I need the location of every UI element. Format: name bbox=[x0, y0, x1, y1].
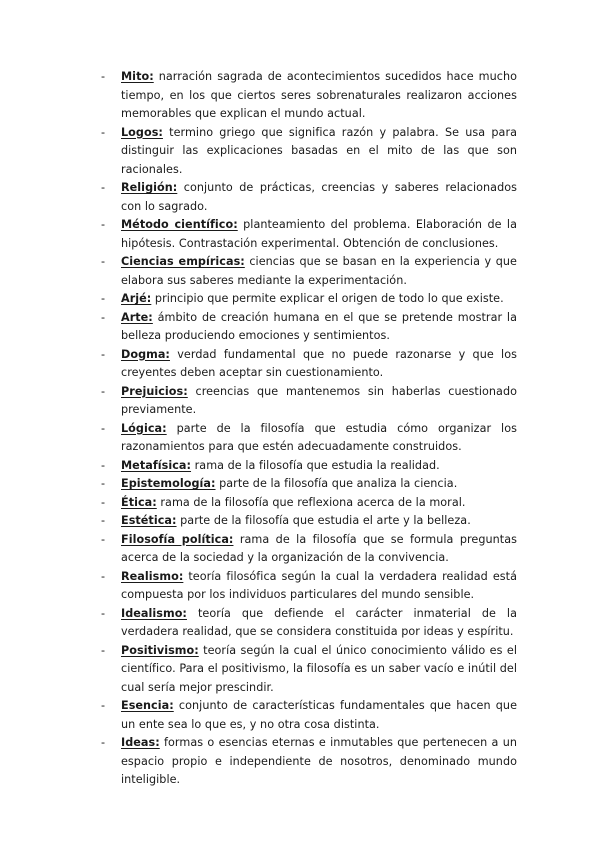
term: Positivismo: bbox=[121, 643, 199, 657]
definition: verdad fundamental que no puede razonarse y que los creyentes deben aceptar sin cuestionamiento. bbox=[121, 347, 517, 379]
term: Realismo: bbox=[121, 569, 184, 583]
definition: parte de la filosofía que estudia cómo organizar los razonamientos para que estén adecuadamente construidos. bbox=[121, 421, 517, 453]
bullet-dash: - bbox=[101, 569, 106, 583]
glossary-entry-arje bbox=[101, 290, 517, 309]
definition: narración sagrada de acontecimientos sucedidos hace mucho tiempo, en los que ciertos seres sobrenaturales realizaron acciones memorables que explican el mundo actual. bbox=[121, 70, 517, 120]
glossary-entry-logica bbox=[101, 420, 517, 457]
bullet-dash: - bbox=[101, 643, 106, 657]
glossary-list bbox=[101, 68, 517, 790]
bullet-dash: - bbox=[101, 70, 106, 83]
term: Prejuicios: bbox=[121, 384, 188, 398]
glossary-entry-prejuicios bbox=[101, 383, 517, 420]
term: Filosofía política: bbox=[121, 532, 234, 546]
bullet-dash: - bbox=[101, 699, 106, 712]
bullet-dash: - bbox=[101, 532, 106, 546]
definition: parte de la filosofía que estudia el arte y la belleza. bbox=[176, 514, 471, 527]
term: Mito: bbox=[121, 70, 154, 83]
definition: teoría que defiende el carácter inmaterial de la verdadera realidad, que se considera constituida por ideas y espíritu. bbox=[121, 606, 517, 638]
definition: formas o esencias eternas e inmutables que pertenecen a un espacio propio e independiente de nosotros, denominado mundo inteligible. bbox=[121, 736, 517, 786]
bullet-dash: - bbox=[101, 181, 106, 194]
bullet-dash: - bbox=[101, 218, 106, 231]
glossary-entry-realismo bbox=[101, 568, 517, 605]
glossary-entry-metodo-cientifico bbox=[101, 216, 517, 253]
glossary-entry-religion bbox=[101, 179, 517, 216]
term: Dogma: bbox=[121, 347, 170, 361]
term: Metafísica: bbox=[121, 458, 192, 472]
glossary-entry-metafisica bbox=[101, 457, 517, 476]
glossary-entry-logos bbox=[101, 124, 517, 180]
glossary-entry-estetica bbox=[101, 512, 517, 531]
bullet-dash: - bbox=[101, 477, 106, 490]
term: Logos: bbox=[121, 125, 163, 139]
term: Ética: bbox=[121, 495, 157, 509]
term: Ideas: bbox=[121, 736, 160, 749]
glossary-entry-epistemologia bbox=[101, 475, 517, 494]
glossary-entry-etica bbox=[101, 494, 517, 513]
bullet-dash: - bbox=[101, 125, 106, 139]
definition: ciencias que se basan en la experiencia y que elabora sus saberes mediante la experimentación. bbox=[121, 255, 517, 287]
term: Arte: bbox=[121, 310, 153, 324]
glossary-entry-ciencias-empiricas bbox=[101, 253, 517, 290]
definition: creencias que mantenemos sin haberlas cuestionado previamente. bbox=[121, 384, 517, 416]
term: Ciencias empíricas: bbox=[121, 255, 245, 268]
term: Epistemología: bbox=[121, 477, 216, 490]
glossary-entry-mito bbox=[101, 68, 517, 124]
bullet-dash: - bbox=[101, 384, 106, 398]
bullet-dash: - bbox=[101, 421, 106, 435]
definition: ámbito de creación humana en el que se pretende mostrar la belleza produciendo emociones y sentimientos. bbox=[121, 310, 517, 342]
definition: planteamiento del problema. Elaboración de la hipótesis. Contrastación experimental. Obtención de conclusiones. bbox=[121, 218, 517, 250]
definition: conjunto de características fundamentales que hacen que un ente sea lo que es, y no otra cosa distinta. bbox=[121, 699, 517, 731]
bullet-dash: - bbox=[101, 310, 106, 324]
term: Lógica: bbox=[121, 421, 167, 435]
definition: teoría filosófica según la cual la verdadera realidad está compuesta por los individuos particulares del mundo sensible. bbox=[121, 569, 517, 601]
definition: termino griego que significa razón y palabra. Se usa para distinguir las explicaciones basadas en el mito de las que son racionales. bbox=[121, 125, 517, 176]
bullet-dash: - bbox=[101, 514, 106, 527]
definition: conjunto de prácticas, creencias y saberes relacionados con lo sagrado. bbox=[121, 181, 517, 213]
glossary-entry-filosofia-politica bbox=[101, 531, 517, 568]
definition: principio que permite explicar el origen de todo lo que existe. bbox=[151, 292, 504, 305]
bullet-dash: - bbox=[101, 736, 106, 749]
definition: rama de la filosofía que reflexiona acerca de la moral. bbox=[156, 495, 466, 509]
glossary-entry-esencia bbox=[101, 697, 517, 734]
bullet-dash: - bbox=[101, 347, 106, 361]
bullet-dash: - bbox=[101, 606, 106, 620]
glossary-entry-idealismo bbox=[101, 605, 517, 642]
glossary-entry-ideas bbox=[101, 734, 517, 790]
term: Arjé: bbox=[121, 292, 152, 305]
bullet-dash: - bbox=[101, 495, 106, 509]
glossary-entry-arte bbox=[101, 309, 517, 346]
bullet-dash: - bbox=[101, 255, 106, 268]
definition: rama de la filosofía que estudia la realidad. bbox=[191, 458, 440, 472]
glossary-entry-dogma bbox=[101, 346, 517, 383]
term: Método científico: bbox=[121, 218, 238, 231]
term: Religión: bbox=[121, 181, 178, 194]
bullet-dash: - bbox=[101, 458, 106, 472]
term: Estética: bbox=[121, 514, 177, 527]
bullet-dash: - bbox=[101, 292, 106, 305]
term: Idealismo: bbox=[121, 606, 187, 620]
glossary-entry-positivismo bbox=[101, 642, 517, 698]
definition: rama de la filosofía que se formula preguntas acerca de la sociedad y la organización de la convivencia. bbox=[121, 532, 517, 564]
term: Esencia: bbox=[121, 699, 174, 712]
definition: teoría según la cual el único conocimiento válido es el científico. Para el positivismo, la filosofía es un saber vacío e inútil del cual sería mejor prescindir. bbox=[121, 643, 517, 694]
definition: parte de la filosofía que analiza la ciencia. bbox=[215, 477, 458, 490]
